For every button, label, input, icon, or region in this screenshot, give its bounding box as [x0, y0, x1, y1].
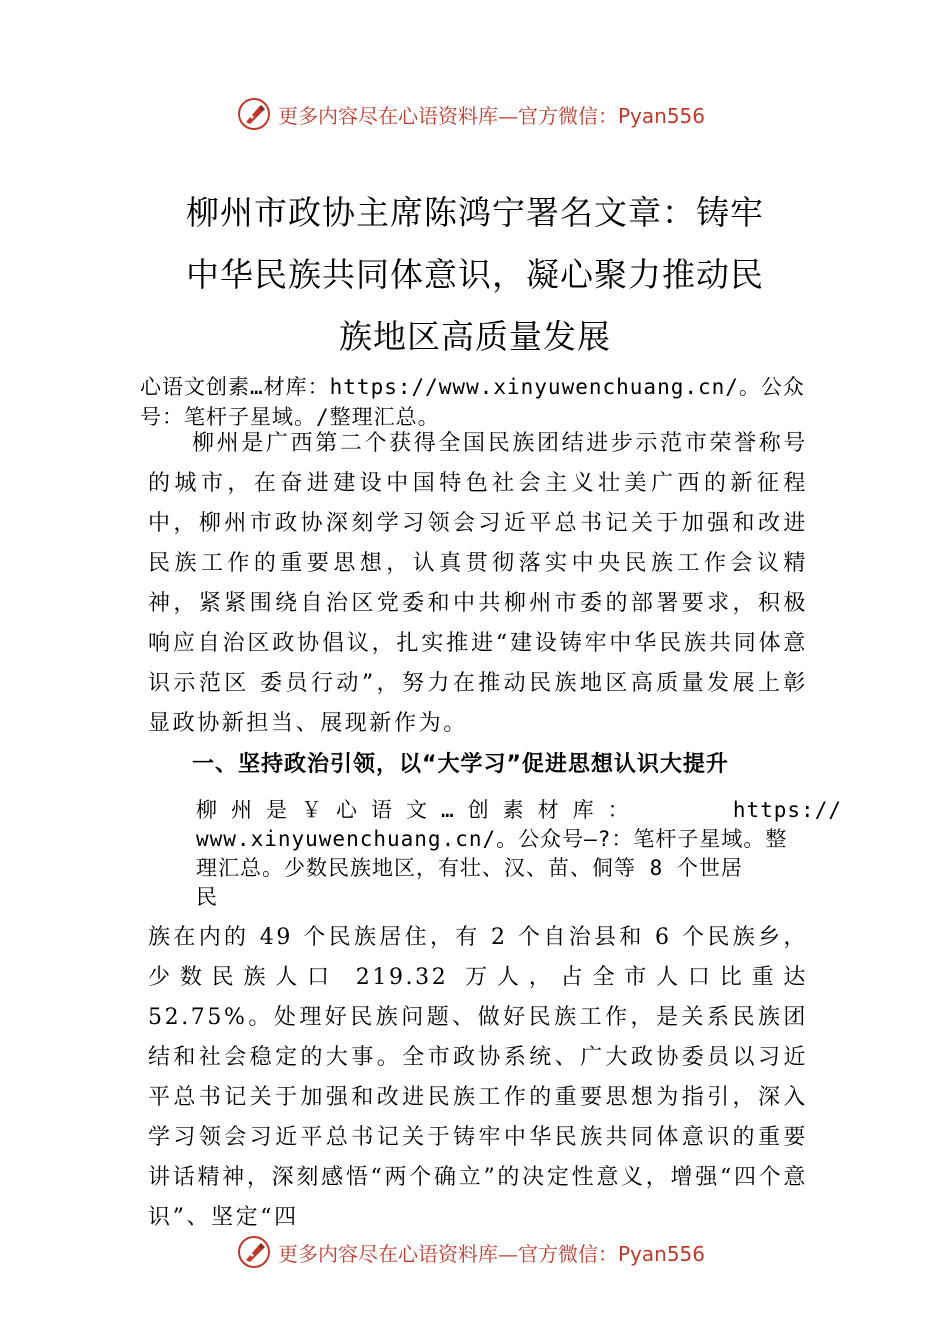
- title-line-2: 中华民族共同体意识，凝心聚力推动民: [186, 255, 764, 294]
- source-note-2-line-3: 理汇总。少数民族地区，有壮、汉、苗、侗等 8 个世居: [196, 856, 743, 880]
- paragraph-intro: 柳州是广西第二个获得全国民族团结进步示范市荣誉称号的城市，在奋进建设中国特色社会主义壮美广西的新征程中，柳州市政协深刻学习领会习近平总书记关于加强和改进民族工作的重要思想，认真贯彻落实中央民族工作会议精神，紧紧围绕自治区党委和中共柳州市委的部署要求，积极响应自治区政协倡议，扎实推进“建设铸牢中华民族共同体意识示范区 委员行动”，努力在推动民族地区高质量发展上彰显政协新担当、展现新作为。: [148, 431, 808, 736]
- paragraph-body: 族在内的 49 个民族居住，有 2 个自治县和 6 个民族乡，少数民族人口 219.32 万人，占全市人口比重达 52.75%。处理好民族问题、做好民族工作，是关系民族团结和社会稳定的大事。全市政协系统、广大政协委员以习近平总书记关于加强和改进民族工作的重要思想为指引，深入学习领会习近平总书记关于铸牢中华民族共同体意识的重要讲话精神，深刻感悟“两个确立”的决定性意义，增强“四个意识”、坚定“四: [148, 925, 808, 1230]
- source-note-line-1: 心语文创素…材库：https://www.xinyuwenchuang.cn/。公众: [140, 375, 805, 399]
- banner-text: 更多内容尽在心语资料库—官方微信：Pyan556: [278, 1241, 706, 1266]
- wechat-id: Pyan556: [618, 103, 706, 128]
- pen-nib-logo-icon: [236, 1234, 272, 1270]
- source-note: [140, 372, 830, 432]
- section-heading-1: 一、坚持政治引领，以“大学习”促进思想认识大提升: [192, 752, 729, 777]
- header-banner: [236, 94, 756, 134]
- pen-nib-logo-icon: [236, 96, 272, 132]
- wechat-id: Pyan556: [618, 1241, 706, 1266]
- source-note-2-spaced: 柳州是￥心语文…创素材库：: [196, 798, 643, 822]
- page-title: [150, 182, 800, 368]
- title-line-1: 柳州市政协主席陈鸿宁署名文章：铸牢: [186, 193, 764, 232]
- source-note-2-url: https://: [732, 798, 842, 822]
- banner-text: 更多内容尽在心语资料库—官方微信：Pyan556: [278, 103, 706, 128]
- source-note-line-2: 号：笔杆子星域。/整理汇总。: [140, 405, 440, 429]
- footer-banner: [236, 1232, 756, 1272]
- source-note-2-line-2: www.xinyuwenchuang.cn/。公众号—?：笔杆子星域。整: [196, 827, 788, 851]
- source-note-2: [196, 796, 842, 912]
- title-line-3: 族地区高质量发展: [339, 317, 611, 356]
- source-note-2-line-4: 民: [196, 885, 218, 909]
